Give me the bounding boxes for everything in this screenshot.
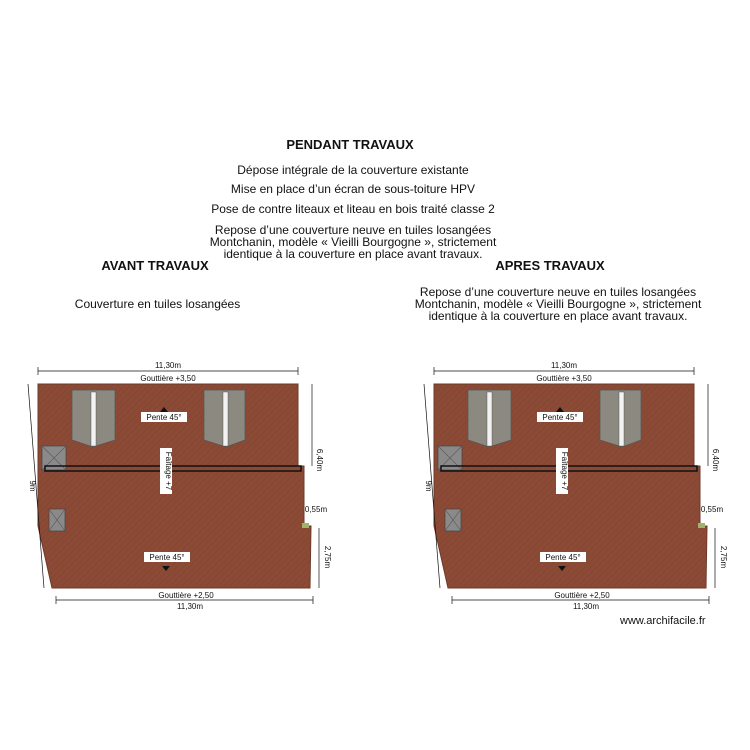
- slope-top-label: Pente 45°: [542, 413, 578, 422]
- before-title: AVANT TRAVAUX: [101, 258, 209, 273]
- bottom-width-label: 11,30m: [572, 602, 600, 611]
- after-title: APRES TRAVAUX: [495, 258, 605, 273]
- during-title: PENDANT TRAVAUX: [286, 137, 414, 152]
- plan-before: [28, 361, 332, 611]
- left-height-label: 9m: [28, 480, 37, 492]
- dormer-left: [72, 390, 115, 447]
- slope-top-label: Pente 45°: [146, 413, 182, 422]
- dormer-right: [204, 390, 245, 447]
- top-gutter-label: Gouttière +3,50: [140, 374, 196, 383]
- right-height-label: 6,40m: [315, 448, 324, 472]
- step-label: 0,55m: [304, 505, 328, 514]
- plan-after: [424, 361, 728, 611]
- bottom-width-label: 11,30m: [176, 602, 204, 611]
- ridge-label: Faîtage +7: [164, 451, 173, 491]
- during-line-2: Mise en place d’un écran de sous-toiture HPV: [230, 182, 476, 196]
- step-marker: [698, 523, 705, 528]
- top-width-label: 11,30m: [550, 361, 578, 370]
- top-width-label: 11,30m: [154, 361, 182, 370]
- step-label: 0,55m: [700, 505, 724, 514]
- after-description: Repose d’une couverture neuve en tuiles losangées Montchanin, modèle « Vieilli Bourgogne », strictement identique à la couverture en place avant travaux.: [414, 285, 702, 323]
- dormer-left: [468, 390, 511, 447]
- dormer-right: [600, 390, 641, 447]
- right-height-label: 6,40m: [711, 448, 720, 472]
- slope-bottom-label: Pente 45°: [149, 553, 185, 562]
- slope-bottom-label: Pente 45°: [545, 553, 581, 562]
- credit-text[interactable]: www.archifacile.fr: [620, 615, 706, 627]
- lower-height-label: 2,75m: [719, 545, 728, 569]
- during-block: Repose d’une couverture neuve en tuiles losangées Montchanin, modèle « Vieilli Bourgogne », strictement identique à la couverture en place avant travaux.: [209, 223, 497, 261]
- step-marker: [302, 523, 309, 528]
- ridge-label: Faîtage +7: [560, 451, 569, 491]
- during-line-1: Dépose intégrale de la couverture existante: [237, 163, 469, 177]
- chimney-bottom: [49, 509, 65, 531]
- before-description: Couverture en tuiles losangées: [74, 297, 241, 311]
- during-line-3: Pose de contre liteaux et liteau en bois traité classe 2: [211, 202, 495, 216]
- chimney-bottom: [445, 509, 461, 531]
- bottom-gutter-label: Gouttière +2,50: [554, 591, 610, 600]
- lower-height-label: 2,75m: [323, 545, 332, 569]
- left-height-label: 9m: [424, 480, 433, 492]
- top-gutter-label: Gouttière +3,50: [536, 374, 592, 383]
- bottom-gutter-label: Gouttière +2,50: [158, 591, 214, 600]
